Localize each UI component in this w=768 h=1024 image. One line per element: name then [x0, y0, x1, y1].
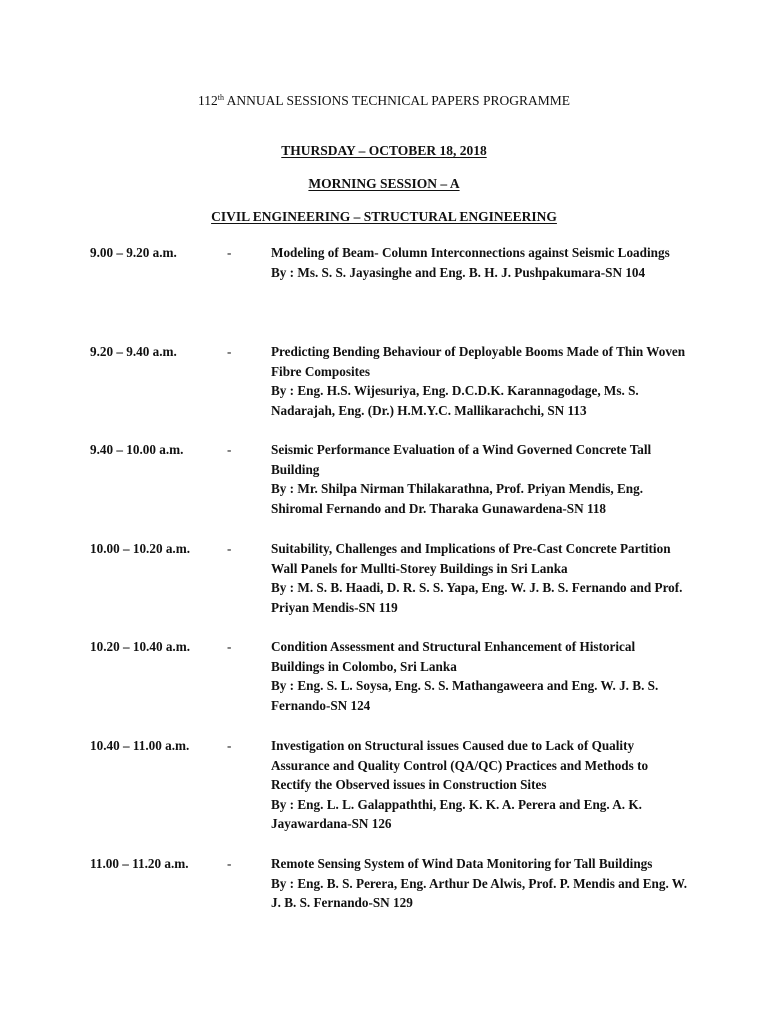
- entry-time: 10.00 – 10.20 a.m.: [90, 541, 191, 556]
- entry-dash: -: [227, 856, 232, 871]
- entry-time: 9.00 – 9.20 a.m.: [90, 245, 177, 260]
- entry-detail: [271, 637, 691, 715]
- entry-dash: -: [227, 639, 232, 654]
- entry-detail: [271, 342, 691, 420]
- entry-time: 9.20 – 9.40 a.m.: [90, 344, 177, 359]
- entry-dash: -: [227, 738, 232, 753]
- entry-detail: [271, 440, 691, 518]
- session-date-heading: [0, 143, 768, 159]
- paper-title: Suitability, Challenges and Implications of Pre-Cast Concrete Partition Wall Panels for Mullti-Storey Buildings in Sri Lanka: [271, 541, 671, 576]
- track-heading: [0, 209, 768, 225]
- entry-detail: [271, 854, 691, 913]
- paper-authors: By : M. S. B. Haadi, D. R. S. S. Yapa, Eng. W. J. B. S. Fernando and Prof. Priyan Mendis-SN 119: [271, 580, 683, 615]
- entry-dash: -: [227, 245, 232, 260]
- paper-title: Investigation on Structural issues Caused due to Lack of Quality Assurance and Quality Control (QA/QC) Practices and Methods to Rectify the Observed issues in Construction Sites: [271, 738, 649, 793]
- paper-title: Modeling of Beam- Column Interconnections against Seismic Loadings: [271, 245, 670, 260]
- paper-title: Predicting Bending Behaviour of Deployable Booms Made of Thin Woven Fibre Composites: [271, 344, 686, 379]
- paper-title: Condition Assessment and Structural Enhancement of Historical Buildings in Colombo, Sri Lanka: [271, 639, 636, 674]
- paper-authors: By : Eng. H.S. Wijesuriya, Eng. D.C.D.K. Karannagodage, Ms. S. Nadarajah, Eng. (Dr.) H.M.Y.C. Mallikarachchi, SN 113: [271, 383, 639, 418]
- paper-authors: By : Eng. B. S. Perera, Eng. Arthur De Alwis, Prof. P. Mendis and Eng. W. J. B. S. Fernando-SN 129: [271, 875, 688, 911]
- session-date: THURSDAY – OCTOBER 18, 2018: [281, 143, 487, 158]
- entry-dash: -: [227, 541, 232, 556]
- entry-time: 9.40 – 10.00 a.m.: [90, 442, 184, 457]
- paper-title: Seismic Performance Evaluation of a Wind Governed Concrete Tall Building: [271, 442, 652, 477]
- paper-authors: By : Ms. S. S. Jayasinghe and Eng. B. H. J. Pushpakumara-SN 104: [271, 264, 646, 280]
- paper-authors: By : Eng. L. L. Galappaththi, Eng. K. K. A. Perera and Eng. A. K. Jayawardana-SN 126: [271, 796, 642, 832]
- paper-authors: By : Mr. Shilpa Nirman Thilakarathna, Prof. Priyan Mendis, Eng. Shiromal Fernando and Dr. Tharaka Gunawardena-SN 118: [271, 481, 643, 516]
- programme-title-text: ANNUAL SESSIONS TECHNICAL PAPERS PROGRAMME: [224, 93, 570, 108]
- programme-title-number: 112: [198, 93, 218, 108]
- entry-time: 10.40 – 11.00 a.m.: [90, 738, 190, 753]
- track-name: CIVIL ENGINEERING – STRUCTURAL ENGINEERING: [211, 209, 557, 224]
- session-name: MORNING SESSION – A: [308, 176, 460, 191]
- programme-title: [0, 93, 768, 109]
- entry-detail: [271, 539, 691, 617]
- entry-detail: [271, 736, 691, 834]
- session-name-heading: [0, 176, 768, 192]
- paper-authors: By : Eng. S. L. Soysa, Eng. S. S. Mathangaweera and Eng. W. J. B. S. Fernando-SN 124: [271, 678, 659, 713]
- entry-detail: [271, 243, 691, 282]
- entry-time: 11.00 – 11.20 a.m.: [90, 856, 189, 871]
- entry-dash: -: [227, 442, 232, 457]
- entry-dash: -: [227, 344, 232, 359]
- programme-title-ordinal: th: [217, 93, 225, 102]
- paper-title: Remote Sensing System of Wind Data Monitoring for Tall Buildings: [271, 856, 653, 871]
- entry-time: 10.20 – 10.40 a.m.: [90, 639, 191, 654]
